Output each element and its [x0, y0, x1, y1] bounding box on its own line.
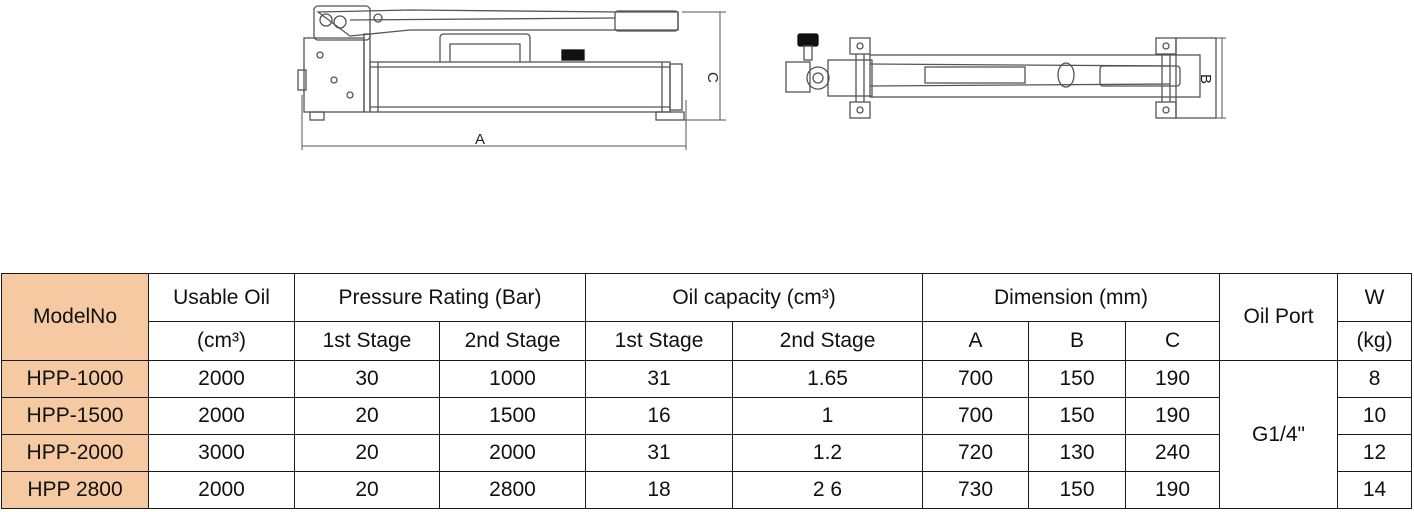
- cell-usable-oil: 2000: [149, 361, 295, 398]
- dimension-b-label: B: [1197, 74, 1214, 85]
- cell-dim-b: 150: [1029, 472, 1126, 509]
- cell-capacity-2nd: 1.2: [733, 435, 923, 472]
- table-row: [2, 435, 1412, 472]
- header-oil-capacity: Oil capacity (cm³): [586, 274, 923, 322]
- cell-usable-oil: 2000: [149, 398, 295, 435]
- cell-pressure-1st: 20: [295, 472, 440, 509]
- cell-usable-oil: 2000: [149, 472, 295, 509]
- cell-dim-c: 240: [1126, 435, 1220, 472]
- pump-side-view-drawing: [290, 0, 730, 160]
- cell-pressure-2nd: 2800: [440, 472, 586, 509]
- dimension-c-label: C: [704, 72, 721, 83]
- cell-pressure-1st: 20: [295, 398, 440, 435]
- cell-weight: 14: [1338, 472, 1412, 509]
- cell-capacity-2nd: 2 6: [733, 472, 923, 509]
- specification-table: [1, 273, 1412, 509]
- table-row: [2, 398, 1412, 435]
- cell-capacity-1st: 31: [586, 435, 733, 472]
- cell-capacity-2nd: 1: [733, 398, 923, 435]
- subheader-dim-a: A: [923, 322, 1029, 361]
- cell-pressure-2nd: 1500: [440, 398, 586, 435]
- subheader-capacity-2nd: 2nd Stage: [733, 322, 923, 361]
- header-weight: W: [1338, 274, 1412, 322]
- cell-weight: 8: [1338, 361, 1412, 398]
- header-model: ModelNo: [2, 274, 149, 361]
- table-header-row: [2, 274, 1412, 322]
- cell-weight: 10: [1338, 398, 1412, 435]
- header-oil-port: Oil Port: [1220, 274, 1338, 361]
- cell-capacity-1st: 31: [586, 361, 733, 398]
- cell-capacity-1st: 18: [586, 472, 733, 509]
- cell-capacity-2nd: 1.65: [733, 361, 923, 398]
- cell-model: HPP-2000: [2, 435, 149, 472]
- cell-dim-b: 150: [1029, 398, 1126, 435]
- cell-model: HPP-1000: [2, 361, 149, 398]
- pump-top-view-drawing: [770, 0, 1230, 130]
- header-dimension: Dimension (mm): [923, 274, 1220, 322]
- header-usable-oil: Usable Oil: [149, 274, 295, 322]
- cell-pressure-1st: 30: [295, 361, 440, 398]
- cell-model: HPP-1500: [2, 398, 149, 435]
- subheader-dim-c: C: [1126, 322, 1220, 361]
- cell-oil-port: G1/4": [1220, 361, 1338, 509]
- table-subheader-row: [2, 322, 1412, 361]
- table-row: [2, 472, 1412, 509]
- cell-dim-b: 150: [1029, 361, 1126, 398]
- cell-pressure-1st: 20: [295, 435, 440, 472]
- header-pressure-rating: Pressure Rating (Bar): [295, 274, 586, 322]
- subheader-pressure-1st: 1st Stage: [295, 322, 440, 361]
- subheader-weight-unit: (kg): [1338, 322, 1412, 361]
- subheader-usable-oil-unit: (cm³): [149, 322, 295, 361]
- cell-capacity-1st: 16: [586, 398, 733, 435]
- subheader-capacity-1st: 1st Stage: [586, 322, 733, 361]
- cell-dim-c: 190: [1126, 361, 1220, 398]
- cell-model: HPP 2800: [2, 472, 149, 509]
- cell-dim-a: 720: [923, 435, 1029, 472]
- cell-usable-oil: 3000: [149, 435, 295, 472]
- table-row: [2, 361, 1412, 398]
- cell-pressure-2nd: 1000: [440, 361, 586, 398]
- cell-dim-c: 190: [1126, 472, 1220, 509]
- cell-pressure-2nd: 2000: [440, 435, 586, 472]
- cell-dim-b: 130: [1029, 435, 1126, 472]
- dimension-a-label: A: [475, 131, 486, 148]
- cell-weight: 12: [1338, 435, 1412, 472]
- cell-dim-a: 730: [923, 472, 1029, 509]
- cell-dim-a: 700: [923, 361, 1029, 398]
- cell-dim-a: 700: [923, 398, 1029, 435]
- subheader-dim-b: B: [1029, 322, 1126, 361]
- subheader-pressure-2nd: 2nd Stage: [440, 322, 586, 361]
- cell-dim-c: 190: [1126, 398, 1220, 435]
